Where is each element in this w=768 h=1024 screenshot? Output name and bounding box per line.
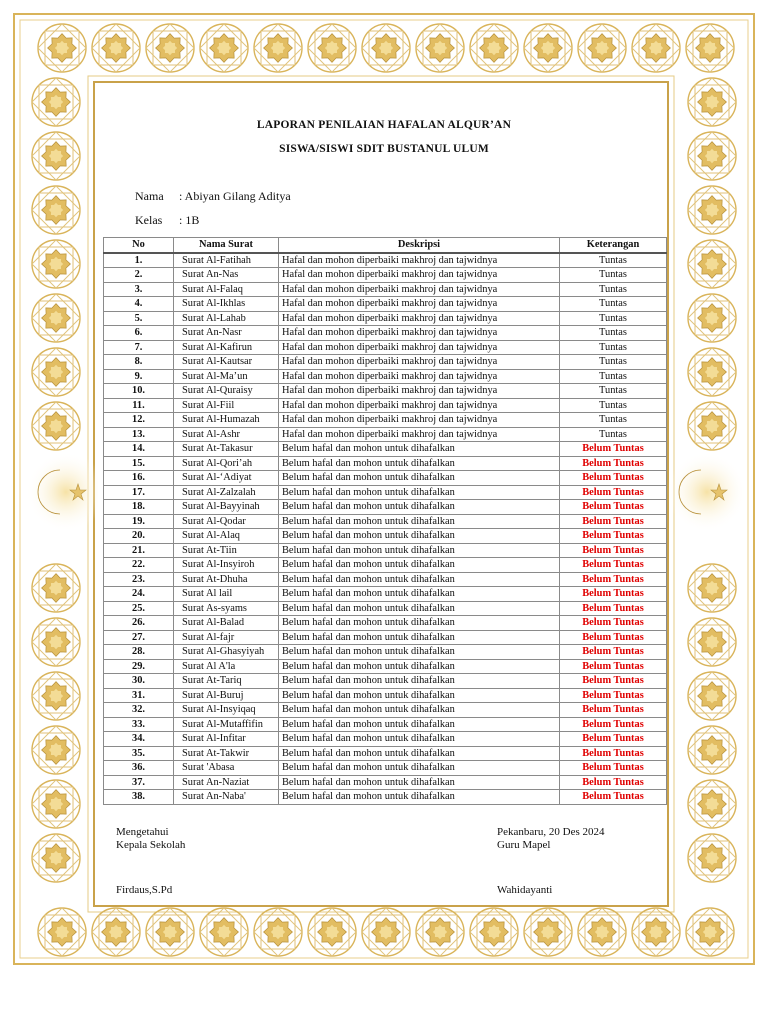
- surah-name: Surat At-Tariq: [174, 674, 279, 689]
- row-description: Hafal dan mohon diperbaiki makhroj dan tajwidnya: [279, 398, 560, 413]
- table-row: [104, 355, 667, 370]
- star-ornament: [698, 844, 727, 873]
- table-row: [104, 645, 667, 660]
- row-status: Tuntas: [560, 355, 667, 370]
- row-description: Hafal dan mohon diperbaiki makhroj dan tajwidnya: [279, 355, 560, 370]
- place-date: Pekanbaru, 20 Des 2024: [497, 826, 605, 838]
- row-description: Belum hafal dan mohon untuk dihafalkan: [279, 674, 560, 689]
- row-status: Tuntas: [560, 268, 667, 283]
- row-description: Belum hafal dan mohon untuk dihafalkan: [279, 514, 560, 529]
- row-number: 19.: [104, 514, 174, 529]
- row-number: 37.: [104, 775, 174, 790]
- row-description: Belum hafal dan mohon untuk dihafalkan: [279, 645, 560, 660]
- row-number: 38.: [104, 790, 174, 805]
- document-title: LAPORAN PENILAIAN HAFALAN ALQUR’AN: [256, 119, 512, 131]
- row-status: Tuntas: [560, 413, 667, 428]
- star-ornament: [264, 34, 293, 63]
- row-description: Hafal dan mohon diperbaiki makhroj dan tajwidnya: [279, 268, 560, 283]
- table-row: [104, 384, 667, 399]
- table-row: [104, 456, 667, 471]
- star-ornament: [372, 918, 401, 947]
- row-status: Belum Tuntas: [560, 529, 667, 544]
- star-ornament: [698, 628, 727, 657]
- row-number: 13.: [104, 427, 174, 442]
- name-value: : Abiyan Gilang Aditya: [179, 189, 291, 203]
- row-number: 1.: [104, 253, 174, 268]
- table-row: [104, 369, 667, 384]
- star-ornament: [698, 358, 727, 387]
- surah-name: Surat Al-Lahab: [174, 311, 279, 326]
- table-row: [104, 572, 667, 587]
- header-no: No: [104, 238, 174, 253]
- header-deskripsi: Deskripsi: [279, 238, 560, 253]
- row-number: 29.: [104, 659, 174, 674]
- document-subtitle: SISWA/SISWI SDIT BUSTANUL ULUM: [279, 143, 489, 155]
- signature-left: [116, 826, 185, 852]
- row-number: 10.: [104, 384, 174, 399]
- row-description: Hafal dan mohon diperbaiki makhroj dan tajwidnya: [279, 311, 560, 326]
- row-number: 34.: [104, 732, 174, 747]
- row-number: 31.: [104, 688, 174, 703]
- star-ornament: [588, 918, 617, 947]
- star-ornament: [698, 196, 727, 225]
- row-status: Belum Tuntas: [560, 659, 667, 674]
- surah-name: Surat At-Dhuha: [174, 572, 279, 587]
- star-ornament: [264, 918, 293, 947]
- table-row: [104, 630, 667, 645]
- row-number: 23.: [104, 572, 174, 587]
- star-ornament: [318, 918, 347, 947]
- surah-name: Surat Al-Bayyinah: [174, 500, 279, 515]
- teacher-title: Guru Mapel: [497, 839, 551, 851]
- row-number: 9.: [104, 369, 174, 384]
- crescent-moon-icon: [26, 452, 106, 532]
- row-status: Tuntas: [560, 384, 667, 399]
- row-status: Belum Tuntas: [560, 703, 667, 718]
- row-status: Belum Tuntas: [560, 514, 667, 529]
- principal-title: Kepala Sekolah: [116, 839, 186, 851]
- row-status: Belum Tuntas: [560, 674, 667, 689]
- row-number: 21.: [104, 543, 174, 558]
- surah-name: Surat An-Naba': [174, 790, 279, 805]
- row-description: Hafal dan mohon diperbaiki makhroj dan tajwidnya: [279, 326, 560, 341]
- row-status: Belum Tuntas: [560, 500, 667, 515]
- table-row: [104, 268, 667, 283]
- row-description: Belum hafal dan mohon untuk dihafalkan: [279, 500, 560, 515]
- row-status: Belum Tuntas: [560, 630, 667, 645]
- surah-name: Surat Al-Infitar: [174, 732, 279, 747]
- star-ornament: [42, 844, 71, 873]
- star-ornament: [696, 918, 725, 947]
- table-row: [104, 514, 667, 529]
- row-number: 4.: [104, 297, 174, 312]
- row-status: Belum Tuntas: [560, 645, 667, 660]
- surah-name: Surat Al-Zalzalah: [174, 485, 279, 500]
- row-description: Belum hafal dan mohon untuk dihafalkan: [279, 703, 560, 718]
- surah-name: Surat Al lail: [174, 587, 279, 602]
- surah-name: Surat An-Nasr: [174, 326, 279, 341]
- row-status: Belum Tuntas: [560, 587, 667, 602]
- row-description: Belum hafal dan mohon untuk dihafalkan: [279, 485, 560, 500]
- row-status: Belum Tuntas: [560, 761, 667, 776]
- table-row: [104, 790, 667, 805]
- row-description: Belum hafal dan mohon untuk dihafalkan: [279, 630, 560, 645]
- row-number: 6.: [104, 326, 174, 341]
- row-status: Belum Tuntas: [560, 456, 667, 471]
- table-row: [104, 340, 667, 355]
- surah-name: Surat Al-Ashr: [174, 427, 279, 442]
- row-status: Belum Tuntas: [560, 442, 667, 457]
- table-row: [104, 703, 667, 718]
- surah-name: Surat Al-Alaq: [174, 529, 279, 544]
- row-description: Belum hafal dan mohon untuk dihafalkan: [279, 688, 560, 703]
- row-number: 36.: [104, 761, 174, 776]
- row-status: Belum Tuntas: [560, 717, 667, 732]
- surah-name: Surat An-Nas: [174, 268, 279, 283]
- row-number: 16.: [104, 471, 174, 486]
- surah-name: Surat Al-Ghasyiyah: [174, 645, 279, 660]
- star-ornament: [42, 196, 71, 225]
- class-label: Kelas: [135, 213, 163, 227]
- star-ornament: [426, 918, 455, 947]
- surah-name: Surat An-Naziat: [174, 775, 279, 790]
- star-ornament: [698, 412, 727, 441]
- row-description: Hafal dan mohon diperbaiki makhroj dan tajwidnya: [279, 384, 560, 399]
- row-number: 8.: [104, 355, 174, 370]
- table-row: [104, 442, 667, 457]
- row-status: Tuntas: [560, 253, 667, 268]
- surah-name: Surat As-syams: [174, 601, 279, 616]
- star-ornament: [42, 88, 71, 117]
- row-status: Tuntas: [560, 311, 667, 326]
- star-ornament: [480, 918, 509, 947]
- star-ornament: [156, 918, 185, 947]
- row-description: Hafal dan mohon diperbaiki makhroj dan tajwidnya: [279, 297, 560, 312]
- star-ornament: [42, 574, 71, 603]
- surah-name: Surat Al-Ma’un: [174, 369, 279, 384]
- table-row: [104, 587, 667, 602]
- table-row: [104, 398, 667, 413]
- acknowledged-label: Mengetahui: [116, 826, 169, 838]
- star-ornament: [318, 34, 347, 63]
- header-keterangan: Keterangan: [560, 238, 667, 253]
- table-row: [104, 761, 667, 776]
- table-row: [104, 282, 667, 297]
- row-description: Belum hafal dan mohon untuk dihafalkan: [279, 558, 560, 573]
- table-row: [104, 311, 667, 326]
- surah-name: Surat Al-Ikhlas: [174, 297, 279, 312]
- surah-name: Surat Al-Qodar: [174, 514, 279, 529]
- star-ornament: [696, 34, 725, 63]
- row-status: Belum Tuntas: [560, 558, 667, 573]
- row-status: Tuntas: [560, 282, 667, 297]
- row-status: Belum Tuntas: [560, 616, 667, 631]
- row-number: 17.: [104, 485, 174, 500]
- surah-name: Surat Al-Balad: [174, 616, 279, 631]
- row-status: Tuntas: [560, 369, 667, 384]
- surah-name: Surat 'Abasa: [174, 761, 279, 776]
- star-ornament: [42, 412, 71, 441]
- crescent-moon-icon: [667, 452, 747, 532]
- row-number: 3.: [104, 282, 174, 297]
- row-description: Belum hafal dan mohon untuk dihafalkan: [279, 572, 560, 587]
- table-row: [104, 558, 667, 573]
- row-description: Belum hafal dan mohon untuk dihafalkan: [279, 732, 560, 747]
- row-number: 30.: [104, 674, 174, 689]
- table-row: [104, 485, 667, 500]
- surah-name: Surat Al-Insyiqaq: [174, 703, 279, 718]
- table-row: [104, 529, 667, 544]
- table-row: [104, 500, 667, 515]
- star-ornament: [698, 88, 727, 117]
- row-description: Belum hafal dan mohon untuk dihafalkan: [279, 543, 560, 558]
- row-number: 25.: [104, 601, 174, 616]
- star-ornament: [48, 918, 77, 947]
- row-number: 20.: [104, 529, 174, 544]
- row-description: Belum hafal dan mohon untuk dihafalkan: [279, 456, 560, 471]
- star-ornament: [534, 34, 563, 63]
- table-row: [104, 775, 667, 790]
- row-description: Belum hafal dan mohon untuk dihafalkan: [279, 717, 560, 732]
- row-number: 28.: [104, 645, 174, 660]
- star-ornament: [698, 304, 727, 333]
- row-number: 32.: [104, 703, 174, 718]
- table-row: [104, 427, 667, 442]
- row-status: Belum Tuntas: [560, 732, 667, 747]
- surah-name: Surat Al-Falaq: [174, 282, 279, 297]
- row-status: Belum Tuntas: [560, 688, 667, 703]
- row-status: Belum Tuntas: [560, 471, 667, 486]
- row-description: Hafal dan mohon diperbaiki makhroj dan tajwidnya: [279, 413, 560, 428]
- surah-name: Surat Al-‘Adiyat: [174, 471, 279, 486]
- row-description: Belum hafal dan mohon untuk dihafalkan: [279, 529, 560, 544]
- row-number: 12.: [104, 413, 174, 428]
- row-number: 11.: [104, 398, 174, 413]
- teacher-name: Wahidayanti: [497, 884, 553, 896]
- name-label: Nama: [135, 189, 164, 203]
- row-status: Tuntas: [560, 297, 667, 312]
- table-row: [104, 674, 667, 689]
- star-ornament: [42, 790, 71, 819]
- star-ornament: [42, 358, 71, 387]
- star-ornament: [42, 682, 71, 711]
- star-ornament: [48, 34, 77, 63]
- row-description: Belum hafal dan mohon untuk dihafalkan: [279, 761, 560, 776]
- row-description: Belum hafal dan mohon untuk dihafalkan: [279, 471, 560, 486]
- row-status: Tuntas: [560, 427, 667, 442]
- star-ornament: [42, 250, 71, 279]
- star-ornament: [480, 34, 509, 63]
- row-number: 24.: [104, 587, 174, 602]
- surah-name: Surat Al A'la: [174, 659, 279, 674]
- table-row: [104, 601, 667, 616]
- row-status: Tuntas: [560, 340, 667, 355]
- surah-name: Surat At-Takwir: [174, 746, 279, 761]
- row-number: 27.: [104, 630, 174, 645]
- row-status: Belum Tuntas: [560, 572, 667, 587]
- row-description: Belum hafal dan mohon untuk dihafalkan: [279, 587, 560, 602]
- surah-name: Surat Al-Humazah: [174, 413, 279, 428]
- star-ornament: [102, 918, 131, 947]
- student-name-row: [135, 189, 291, 204]
- row-status: Tuntas: [560, 398, 667, 413]
- star-ornament: [210, 918, 239, 947]
- star-ornament: [698, 250, 727, 279]
- row-description: Hafal dan mohon diperbaiki makhroj dan tajwidnya: [279, 369, 560, 384]
- row-description: Hafal dan mohon diperbaiki makhroj dan tajwidnya: [279, 253, 560, 268]
- assessment-table: [103, 237, 667, 805]
- row-description: Belum hafal dan mohon untuk dihafalkan: [279, 442, 560, 457]
- row-number: 26.: [104, 616, 174, 631]
- row-number: 14.: [104, 442, 174, 457]
- star-ornament: [372, 34, 401, 63]
- surah-name: Surat At-Tiin: [174, 543, 279, 558]
- signature-right: [497, 826, 605, 852]
- star-ornament: [642, 34, 671, 63]
- row-status: Belum Tuntas: [560, 790, 667, 805]
- header-surat: Nama Surat: [174, 238, 279, 253]
- star-ornament: [426, 34, 455, 63]
- surah-name: Surat Al-Fatihah: [174, 253, 279, 268]
- row-number: 5.: [104, 311, 174, 326]
- star-ornament: [102, 34, 131, 63]
- student-class-row: [135, 213, 199, 228]
- star-ornament: [156, 34, 185, 63]
- table-row: [104, 688, 667, 703]
- row-number: 18.: [104, 500, 174, 515]
- star-ornament: [698, 682, 727, 711]
- star-ornament: [698, 736, 727, 765]
- star-ornament: [698, 574, 727, 603]
- table-row: [104, 413, 667, 428]
- star-ornament: [42, 628, 71, 657]
- star-ornament: [588, 34, 617, 63]
- star-ornament: [42, 304, 71, 333]
- star-ornament: [42, 736, 71, 765]
- surah-name: Surat Al-Fiil: [174, 398, 279, 413]
- table-row: [104, 297, 667, 312]
- table-row: [104, 659, 667, 674]
- row-number: 35.: [104, 746, 174, 761]
- surah-name: Surat Al-Kautsar: [174, 355, 279, 370]
- row-status: Tuntas: [560, 326, 667, 341]
- row-description: Hafal dan mohon diperbaiki makhroj dan tajwidnya: [279, 340, 560, 355]
- principal-name: Firdaus,S.Pd: [116, 884, 173, 896]
- row-status: Belum Tuntas: [560, 746, 667, 761]
- table-body: [104, 253, 667, 805]
- table-row: [104, 732, 667, 747]
- table-row: [104, 746, 667, 761]
- row-description: Belum hafal dan mohon untuk dihafalkan: [279, 601, 560, 616]
- row-description: Belum hafal dan mohon untuk dihafalkan: [279, 775, 560, 790]
- row-number: 33.: [104, 717, 174, 732]
- surah-name: Surat Al-Qori’ah: [174, 456, 279, 471]
- row-number: 15.: [104, 456, 174, 471]
- row-description: Hafal dan mohon diperbaiki makhroj dan tajwidnya: [279, 282, 560, 297]
- surah-name: Surat Al-Kafirun: [174, 340, 279, 355]
- row-description: Hafal dan mohon diperbaiki makhroj dan tajwidnya: [279, 427, 560, 442]
- table-row: [104, 717, 667, 732]
- star-ornament: [534, 918, 563, 947]
- table-row: [104, 471, 667, 486]
- row-description: Belum hafal dan mohon untuk dihafalkan: [279, 790, 560, 805]
- row-status: Belum Tuntas: [560, 543, 667, 558]
- star-ornament: [210, 34, 239, 63]
- surah-name: Surat Al-Insyiroh: [174, 558, 279, 573]
- table-row: [104, 543, 667, 558]
- surah-name: Surat Al-Mutaffifin: [174, 717, 279, 732]
- surah-name: Surat At-Takasur: [174, 442, 279, 457]
- row-number: 7.: [104, 340, 174, 355]
- row-status: Belum Tuntas: [560, 485, 667, 500]
- row-number: 22.: [104, 558, 174, 573]
- row-description: Belum hafal dan mohon untuk dihafalkan: [279, 746, 560, 761]
- table-row: [104, 616, 667, 631]
- surah-name: Surat Al-Quraisy: [174, 384, 279, 399]
- surah-name: Surat Al-fajr: [174, 630, 279, 645]
- star-ornament: [642, 918, 671, 947]
- row-number: 2.: [104, 268, 174, 283]
- table-row: [104, 253, 667, 268]
- row-description: Belum hafal dan mohon untuk dihafalkan: [279, 659, 560, 674]
- class-value: : 1B: [179, 213, 200, 227]
- row-status: Belum Tuntas: [560, 775, 667, 790]
- table-header-row: [104, 238, 667, 253]
- table-row: [104, 326, 667, 341]
- row-description: Belum hafal dan mohon untuk dihafalkan: [279, 616, 560, 631]
- star-ornament: [698, 790, 727, 819]
- row-status: Belum Tuntas: [560, 601, 667, 616]
- surah-name: Surat Al-Buruj: [174, 688, 279, 703]
